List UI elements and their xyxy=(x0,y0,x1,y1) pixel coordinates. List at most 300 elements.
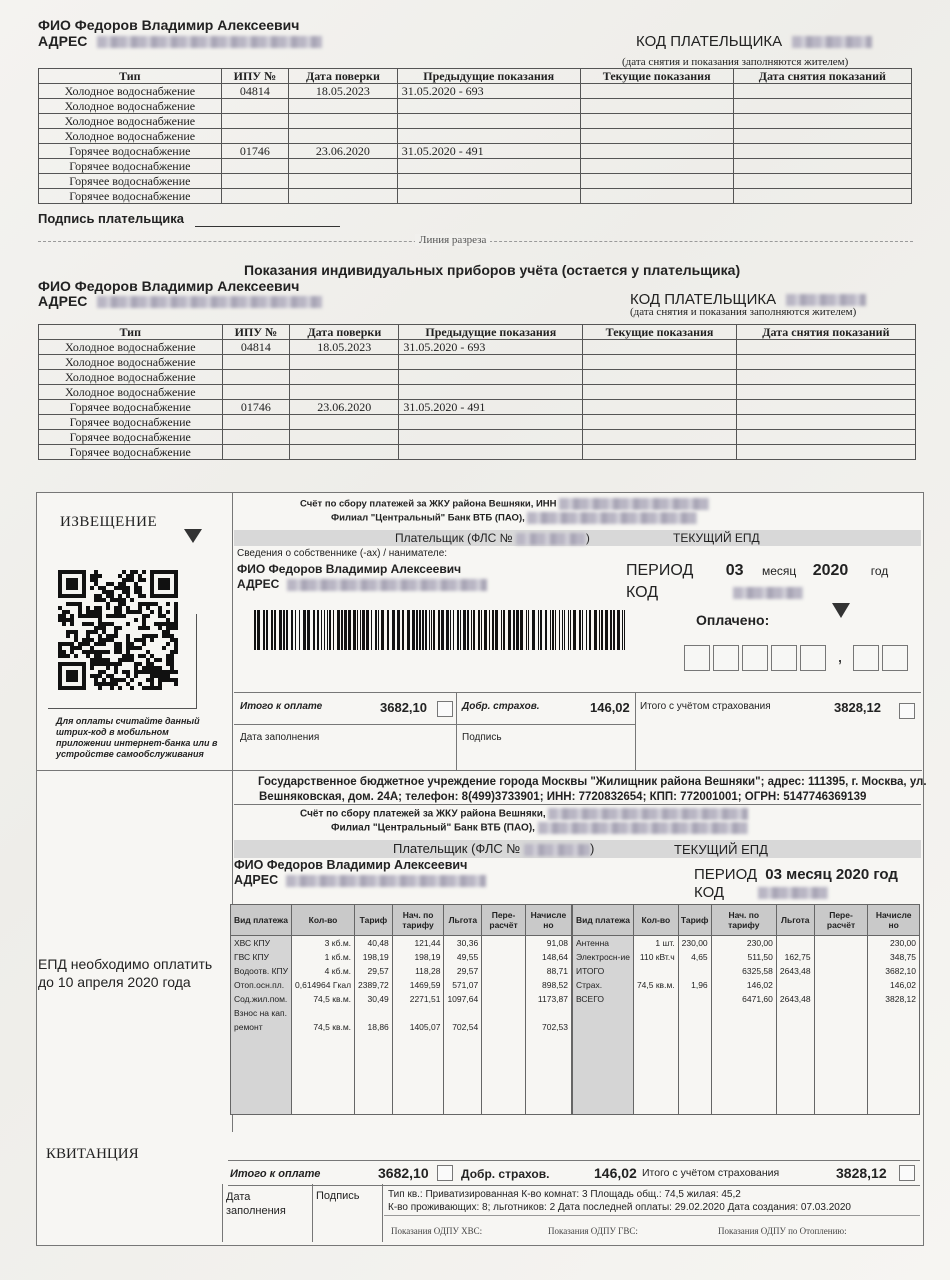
barcode-bar xyxy=(295,610,296,650)
barcode-bar xyxy=(582,610,583,650)
charge-cell xyxy=(573,1006,634,1020)
qr-module xyxy=(114,586,118,590)
totals-divider xyxy=(635,692,636,770)
meter-input-cell[interactable] xyxy=(733,99,911,114)
meter-input-cell[interactable] xyxy=(733,159,911,174)
notice-with-ins-value: 3828,12 xyxy=(834,700,881,715)
charge-cell: Водоотв. КПУ xyxy=(231,964,292,978)
meters-header-row xyxy=(39,325,916,340)
signature-line[interactable] xyxy=(195,226,340,227)
notice-branch xyxy=(331,512,697,524)
charge-cell: 146,02 xyxy=(868,978,920,992)
charge-cell: ИТОГО xyxy=(573,964,634,978)
charge-cell: 118,28 xyxy=(392,964,444,978)
charge-cell xyxy=(776,1034,814,1115)
meter-row xyxy=(39,445,916,460)
meter-input-cell[interactable] xyxy=(736,400,915,415)
meter-cell xyxy=(289,189,398,204)
receipt-total-value: 3682,10 xyxy=(378,1165,429,1181)
meter-row xyxy=(39,99,912,114)
barcode-bar xyxy=(605,610,608,650)
qr-module xyxy=(106,606,110,610)
redacted-code xyxy=(758,887,828,899)
charge-cell: Страх. xyxy=(573,978,634,992)
meters-header-cell: Предыдущие показания xyxy=(399,325,583,340)
qr-module xyxy=(142,602,146,606)
qr-module xyxy=(126,574,130,578)
barcode-bar xyxy=(360,610,361,650)
qr-module xyxy=(118,574,122,578)
charge-cell: 30,36 xyxy=(444,936,482,951)
barcode-bar xyxy=(371,610,372,650)
redacted-fls xyxy=(524,844,590,856)
charge-cell: 511,50 xyxy=(711,950,776,964)
barcode-bar xyxy=(617,610,620,650)
qr-module xyxy=(90,574,94,578)
qr-module xyxy=(94,574,98,578)
period-month: 03 xyxy=(725,562,744,579)
qr-module xyxy=(102,586,106,590)
charge-cell: 18,86 xyxy=(355,1020,393,1034)
qr-module xyxy=(90,578,94,582)
meter-input-cell[interactable] xyxy=(736,445,915,460)
section2-address xyxy=(38,293,322,309)
barcode-bar xyxy=(366,610,369,650)
charge-cell: 3682,10 xyxy=(868,964,920,978)
barcode-bar xyxy=(540,610,542,650)
barcode-bar xyxy=(419,610,421,650)
charge-cell xyxy=(711,1020,776,1034)
charge-cell xyxy=(392,1034,444,1115)
payment-deadline: ЕПД необходимо оплатить до 10 апреля 2020 года xyxy=(38,956,213,990)
meter-input-cell[interactable] xyxy=(580,189,733,204)
meter-cell xyxy=(397,189,580,204)
charge-cell: 29,57 xyxy=(444,964,482,978)
barcode[interactable] xyxy=(254,610,628,650)
meter-cell: Горячее водоснабжение xyxy=(39,415,223,430)
meter-input-cell[interactable] xyxy=(736,370,915,385)
meter-row xyxy=(39,415,916,430)
meter-input-cell[interactable] xyxy=(583,445,737,460)
charge-cell xyxy=(814,992,868,1006)
meter-input-cell[interactable] xyxy=(736,340,915,355)
barcode-bar xyxy=(422,610,424,650)
total-checkbox[interactable] xyxy=(437,701,453,717)
charge-cell: 2643,48 xyxy=(776,992,814,1006)
section2-payer-code-label: КОД ПЛАТЕЛЬЩИКА xyxy=(630,291,777,308)
qr-module xyxy=(122,598,126,602)
barcode-bar xyxy=(274,610,276,650)
notice-total-value: 3682,10 xyxy=(380,700,427,715)
meter-cell: Горячее водоснабжение xyxy=(39,445,223,460)
qr-module xyxy=(122,570,126,574)
charge-cell: 30,49 xyxy=(355,992,393,1006)
meter-input-cell[interactable] xyxy=(733,144,911,159)
receipt-address xyxy=(234,873,486,887)
meter-input-cell[interactable] xyxy=(583,340,737,355)
notice-with-ins-label: Итого с учётом страхования xyxy=(640,701,771,712)
barcode-bar xyxy=(573,610,576,650)
charge-row xyxy=(231,964,572,978)
qr-module xyxy=(126,606,130,610)
meter-cell: Горячее водоснабжение xyxy=(39,189,222,204)
barcode-bar xyxy=(586,610,587,650)
charge-cell xyxy=(678,1034,711,1115)
meters-header-row xyxy=(39,69,912,84)
meter-cell xyxy=(221,129,288,144)
meter-input-cell[interactable] xyxy=(583,385,737,400)
charge-cell: 1 шт. xyxy=(633,936,678,951)
charge-cell: 1 кб.м. xyxy=(292,950,355,964)
charge-cell xyxy=(444,1034,482,1115)
meter-input-cell[interactable] xyxy=(583,400,737,415)
meter-input-cell[interactable] xyxy=(736,385,915,400)
meter-input-cell[interactable] xyxy=(580,174,733,189)
top-fio: ФИО Федоров Владимир Алексеевич xyxy=(38,17,300,33)
meter-row xyxy=(39,174,912,189)
barcode-bar xyxy=(329,610,331,650)
qr-module xyxy=(142,570,146,574)
notice-sign-label: Подпись xyxy=(462,732,502,743)
qr-module xyxy=(94,582,98,586)
section2-hint: (дата снятия и показания заполняются жителем) xyxy=(630,306,857,318)
qr-module xyxy=(90,586,94,590)
charge-cell xyxy=(482,992,526,1006)
notice-insurance-label: Добр. страхов. xyxy=(462,701,540,712)
meter-cell xyxy=(290,355,399,370)
charge-row xyxy=(573,992,920,1006)
meters-header-cell: Тип xyxy=(39,69,222,84)
total-checkbox[interactable] xyxy=(437,1165,453,1181)
charge-cell: 4 кб.м. xyxy=(292,964,355,978)
barcode-bar xyxy=(313,610,315,650)
meter-cell xyxy=(289,159,398,174)
redacted-code xyxy=(786,294,866,306)
meters-header-cell: Дата поверки xyxy=(290,325,399,340)
meter-input-cell[interactable] xyxy=(583,355,737,370)
meter-cell xyxy=(399,370,583,385)
triangle-down-icon xyxy=(832,603,850,618)
meter-cell xyxy=(222,415,290,430)
receipt-totals xyxy=(228,1160,920,1186)
info-line2: К-во проживающих: 8; льготников: 2 Дата последней оплаты: 29.02.2020 Дата создания: 07.03.2020 xyxy=(388,1202,851,1213)
barcode-bar xyxy=(613,610,615,650)
redacted-address xyxy=(97,296,322,308)
charge-cell xyxy=(678,992,711,1006)
charge-cell: 91,08 xyxy=(525,936,571,951)
charge-cell: 40,48 xyxy=(355,936,393,951)
barcode-bar xyxy=(520,610,523,650)
redacted-code xyxy=(792,36,872,48)
receipt-code-label: КОД xyxy=(694,884,725,901)
barcode-bar xyxy=(503,610,505,650)
barcode-bar xyxy=(599,610,600,650)
charges-header-row xyxy=(231,905,572,936)
paid-amount-boxes[interactable] xyxy=(684,645,911,671)
meter-input-cell[interactable] xyxy=(580,144,733,159)
barcode-bar xyxy=(303,610,306,650)
meter-input-cell[interactable] xyxy=(736,415,915,430)
charges-header-cell: Нач. по тарифу xyxy=(711,905,776,936)
meter-cell: 04814 xyxy=(221,84,288,99)
meter-input-cell[interactable] xyxy=(580,129,733,144)
notice-insurance-value: 146,02 xyxy=(590,700,630,715)
digit-box[interactable] xyxy=(853,645,879,671)
receipt-divider xyxy=(382,1184,383,1242)
meter-input-cell[interactable] xyxy=(580,84,733,99)
charge-cell: 49,55 xyxy=(444,950,482,964)
barcode-bar xyxy=(317,610,319,650)
charge-cell xyxy=(814,964,868,978)
barcode-bar xyxy=(333,610,334,650)
barcode-bar xyxy=(501,610,502,650)
charge-row-filler xyxy=(231,1034,572,1115)
redacted-bank xyxy=(538,822,748,834)
qr-module xyxy=(94,606,98,610)
qr-module xyxy=(98,574,102,578)
charge-cell: 2389,72 xyxy=(355,978,393,992)
qr-module xyxy=(166,602,170,606)
charges-header-cell: Пере-расчёт xyxy=(814,905,868,936)
charge-cell xyxy=(355,1034,393,1115)
qr-module xyxy=(110,594,114,598)
meter-input-cell[interactable] xyxy=(583,370,737,385)
barcode-bar xyxy=(321,610,322,650)
digit-box[interactable] xyxy=(742,645,768,671)
barcode-bar xyxy=(460,610,461,650)
meters-header-cell: ИПУ № xyxy=(222,325,290,340)
charge-cell: Отоп.осн.пл. xyxy=(231,978,292,992)
notice-address-label: АДРЕС xyxy=(237,577,280,591)
charge-cell xyxy=(633,1034,678,1115)
top-address xyxy=(38,33,322,49)
meter-cell: Холодное водоснабжение xyxy=(39,114,222,129)
qr-module xyxy=(70,602,74,606)
meter-cell xyxy=(399,430,583,445)
qr-module xyxy=(118,582,122,586)
qr-module xyxy=(174,606,178,610)
barcode-bar xyxy=(279,610,282,650)
qr-module xyxy=(146,602,150,606)
charges-header-cell: Вид платежа xyxy=(573,905,634,936)
qr-finder xyxy=(158,578,170,590)
month-label: месяц xyxy=(761,564,797,578)
receipt-current-epd: ТЕКУЩИЙ ЕПД xyxy=(674,842,768,857)
barcode-bar xyxy=(508,610,511,650)
qr-module xyxy=(142,578,146,582)
charge-cell xyxy=(814,978,868,992)
charge-row xyxy=(231,978,572,992)
qr-module xyxy=(126,594,130,598)
charge-row xyxy=(231,992,572,1006)
meter-input-cell[interactable] xyxy=(733,84,911,99)
qr-module xyxy=(122,590,126,594)
insurance-checkbox[interactable] xyxy=(899,703,915,719)
meter-row xyxy=(39,355,916,370)
meter-input-cell[interactable] xyxy=(736,355,915,370)
top-payer-code-label: КОД ПЛАТЕЛЬЩИКА xyxy=(636,33,783,50)
charge-cell: 348,75 xyxy=(868,950,920,964)
barcode-bar xyxy=(552,610,554,650)
barcode-bar xyxy=(481,610,482,650)
charge-cell: 4,65 xyxy=(678,950,711,964)
insurance-checkbox[interactable] xyxy=(899,1165,915,1181)
odpu-divider xyxy=(384,1215,920,1216)
digit-box[interactable] xyxy=(771,645,797,671)
odpu-cold: Показания ОДПУ ХВС: xyxy=(391,1226,483,1236)
qr-module xyxy=(102,598,106,602)
digit-box[interactable] xyxy=(684,645,710,671)
charge-row-filler xyxy=(573,1034,920,1115)
charge-row xyxy=(573,1020,920,1034)
charge-cell: 1469,59 xyxy=(392,978,444,992)
charge-cell: ХВС КПУ xyxy=(231,936,292,951)
meter-input-cell[interactable] xyxy=(733,114,911,129)
meter-cell: Холодное водоснабжение xyxy=(39,355,223,370)
charges-header-cell: Начисле но xyxy=(868,905,920,936)
barcode-bar xyxy=(601,610,603,650)
charge-cell xyxy=(482,1020,526,1034)
charge-cell: 898,52 xyxy=(525,978,571,992)
qr-module xyxy=(98,586,102,590)
qr-module xyxy=(174,602,178,606)
meter-cell xyxy=(221,159,288,174)
meter-input-cell[interactable] xyxy=(583,415,737,430)
barcode-bar xyxy=(416,610,418,650)
charges-header-cell: Вид платежа xyxy=(231,905,292,936)
receipt-divider xyxy=(222,1184,223,1242)
meter-cell: 04814 xyxy=(222,340,290,355)
barcode-bar xyxy=(467,610,469,650)
charge-cell xyxy=(355,1006,393,1020)
meter-input-cell[interactable] xyxy=(736,430,915,445)
qr-module xyxy=(122,582,126,586)
digit-box[interactable] xyxy=(713,645,739,671)
charge-cell: 571,07 xyxy=(444,978,482,992)
charge-cell: Сод.жил.пом. xyxy=(231,992,292,1006)
receipt-period-text: 03 месяц 2020 год xyxy=(765,866,898,883)
meter-row xyxy=(39,370,916,385)
barcode-bar xyxy=(471,610,472,650)
charge-cell xyxy=(633,1020,678,1034)
barcode-bar xyxy=(579,610,581,650)
meter-input-cell[interactable] xyxy=(583,430,737,445)
meters-header-cell: Дата снятия показаний xyxy=(736,325,915,340)
barcode-bar xyxy=(526,610,527,650)
charge-cell: ГВС КПУ xyxy=(231,950,292,964)
qr-module xyxy=(122,578,126,582)
charge-cell xyxy=(868,1020,920,1034)
digit-box[interactable] xyxy=(800,645,826,671)
barcode-bar xyxy=(484,610,487,650)
comma-separator: , xyxy=(837,646,843,667)
qr-module xyxy=(58,606,62,610)
charge-cell: 198,19 xyxy=(355,950,393,964)
meter-cell xyxy=(397,159,580,174)
barcode-graphic xyxy=(254,610,628,650)
barcode-bar xyxy=(589,610,591,650)
section2-title: Показания индивидуальных приборов учёта (остается у плательщика) xyxy=(244,262,741,278)
charge-row xyxy=(231,1020,572,1034)
code-label: КОД xyxy=(626,584,659,601)
notice-total-label: Итого к оплате xyxy=(240,701,323,712)
qr-module xyxy=(150,602,154,606)
qr-module xyxy=(86,606,90,610)
charge-cell: 2271,51 xyxy=(392,992,444,1006)
charge-cell xyxy=(814,950,868,964)
meter-cell: Горячее водоснабжение xyxy=(39,174,222,189)
meters-table-top xyxy=(38,68,912,204)
barcode-bar xyxy=(425,610,427,650)
receipt-account-text: Счёт по сбору платежей за ЖКУ района Вешняки, xyxy=(300,808,546,820)
barcode-bar xyxy=(387,610,389,650)
barcode-bar xyxy=(257,610,260,650)
barcode-bar xyxy=(559,610,560,650)
meter-input-cell[interactable] xyxy=(733,129,911,144)
barcode-bar xyxy=(562,610,563,650)
notice-payer-fls-text: Плательщик (ФЛС № xyxy=(395,531,513,545)
receipt-info xyxy=(388,1188,851,1214)
qr-module xyxy=(138,574,142,578)
barcode-bar xyxy=(624,610,625,650)
digit-box[interactable] xyxy=(882,645,908,671)
barcode-bar xyxy=(545,610,547,650)
meter-input-cell[interactable] xyxy=(580,159,733,174)
top-address-label: АДРЕС xyxy=(38,33,88,49)
meter-input-cell[interactable] xyxy=(580,114,733,129)
section2-address-label: АДРЕС xyxy=(38,293,88,309)
meter-cell: 31.05.2020 - 491 xyxy=(399,400,583,415)
charge-cell: Электросн-ие xyxy=(573,950,634,964)
qr-module xyxy=(146,606,150,610)
charge-cell xyxy=(633,964,678,978)
charge-cell xyxy=(231,1034,292,1115)
barcode-bar xyxy=(375,610,377,650)
charge-cell: 74,5 кв.м. xyxy=(292,1020,355,1034)
barcode-bar xyxy=(429,610,430,650)
receipt-with-ins-value: 3828,12 xyxy=(836,1165,887,1181)
meters-header-cell: Предыдущие показания xyxy=(397,69,580,84)
meter-input-cell[interactable] xyxy=(580,99,733,114)
qr-module xyxy=(102,590,106,594)
meter-cell: 01746 xyxy=(221,144,288,159)
barcode-bar xyxy=(438,610,440,650)
charge-cell: 6471,60 xyxy=(711,992,776,1006)
barcode-bar xyxy=(337,610,340,650)
receipt-period xyxy=(694,866,898,883)
redacted-inn xyxy=(559,498,709,510)
meter-cell xyxy=(290,445,399,460)
qr-module xyxy=(126,578,130,582)
qr-module xyxy=(94,570,98,574)
redacted-address xyxy=(286,875,486,887)
meter-input-cell[interactable] xyxy=(733,189,911,204)
meter-row xyxy=(39,84,912,99)
meter-cell xyxy=(289,114,398,129)
charge-cell: 1,96 xyxy=(678,978,711,992)
meter-cell xyxy=(221,114,288,129)
charge-cell xyxy=(776,1020,814,1034)
meter-input-cell[interactable] xyxy=(733,174,911,189)
charge-cell xyxy=(868,1006,920,1020)
meter-cell xyxy=(222,370,290,385)
meter-cell: Горячее водоснабжение xyxy=(39,159,222,174)
qr-module xyxy=(66,602,70,606)
qr-module xyxy=(110,582,114,586)
charge-cell: 148,64 xyxy=(525,950,571,964)
top-hint: (дата снятия и показания заполняются жителем) xyxy=(622,56,849,68)
kvit-label: КВИТАНЦИЯ xyxy=(46,1146,139,1162)
